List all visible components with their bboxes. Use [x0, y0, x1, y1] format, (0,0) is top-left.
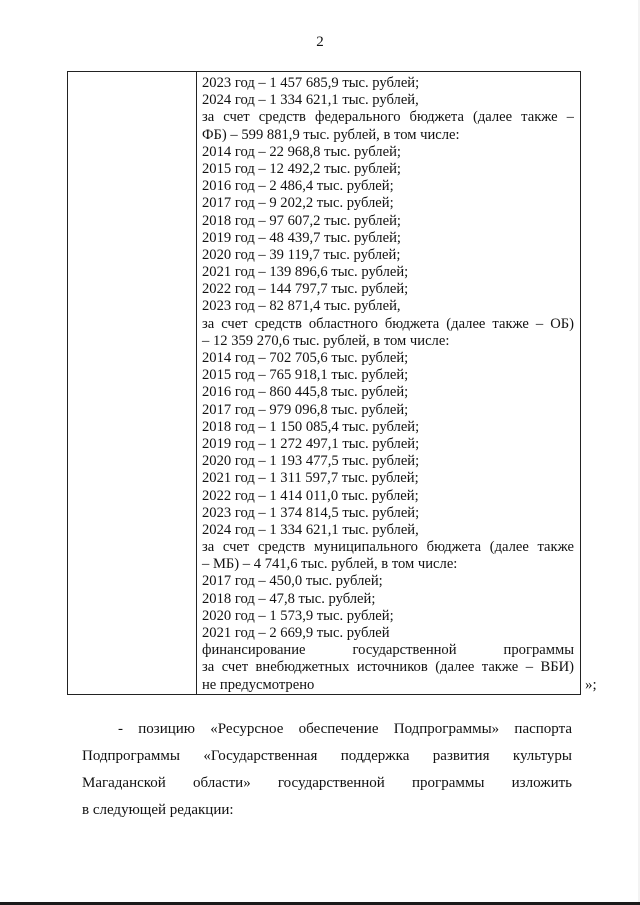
paragraph-line: - позицию «Ресурсное обеспечение Подпрограммы» паспорта [118, 721, 572, 737]
table-line: ФБ) – 599 881,9 тыс. рублей, в том числе: [202, 126, 460, 143]
table-line: 2023 год – 82 871,4 тыс. рублей, [202, 298, 401, 315]
closing-quote: »; [585, 677, 597, 693]
paragraph-line: в следующей редакции: [82, 802, 234, 818]
table-line: 2020 год – 1 573,9 тыс. рублей; [202, 607, 394, 624]
table-line: 2017 год – 979 096,8 тыс. рублей; [202, 401, 409, 418]
table-line: 2015 год – 12 492,2 тыс. рублей; [202, 160, 401, 177]
funding-cell [202, 75, 574, 694]
table-line: 2019 год – 48 439,7 тыс. рублей; [202, 229, 401, 246]
table-line: 2024 год – 1 334 621,1 тыс. рублей, [202, 521, 419, 538]
table-line: 2021 год – 1 311 597,7 тыс. рублей; [202, 470, 419, 487]
paragraph-line: Подпрограммы «Государственная поддержка развития культуры [82, 748, 572, 764]
table-line: за счет внебюджетных источников (далее также – ВБИ) [202, 659, 574, 676]
table-line: 2019 год – 1 272 497,1 тыс. рублей; [202, 435, 420, 452]
page-number: 2 [316, 34, 324, 50]
table-line: 2016 год – 860 445,8 тыс. рублей; [202, 384, 409, 401]
table-line: 2017 год – 9 202,2 тыс. рублей; [202, 195, 394, 212]
table-line: – 12 359 270,6 тыс. рублей, в том числе: [202, 332, 450, 349]
table-line: 2017 год – 450,0 тыс. рублей; [202, 573, 383, 590]
table-line: 2015 год – 765 918,1 тыс. рублей; [202, 367, 409, 384]
table-line: 2023 год – 1 374 814,5 тыс. рублей; [202, 504, 420, 521]
paragraph-line: Магаданской области» государственной программы изложить [82, 775, 572, 791]
table-line: 2018 год – 97 607,2 тыс. рублей; [202, 212, 401, 229]
instruction-paragraph [82, 716, 572, 824]
table-line: 2018 год – 1 150 085,4 тыс. рублей; [202, 418, 420, 435]
table-line: 2014 год – 702 705,6 тыс. рублей; [202, 350, 409, 366]
table-line: 2014 год – 22 968,8 тыс. рублей; [202, 143, 401, 160]
table-line: 2018 год – 47,8 тыс. рублей; [202, 590, 376, 607]
column-divider [196, 72, 197, 694]
resource-table [67, 71, 581, 695]
table-line: финансирование государственной программы [202, 642, 574, 659]
table-line: 2024 год – 1 334 621,1 тыс. рублей, [202, 92, 419, 109]
table-line: 2021 год – 139 896,6 тыс. рублей; [202, 264, 409, 281]
table-line: 2022 год – 1 414 011,0 тыс. рублей; [202, 487, 419, 504]
table-line: 2020 год – 1 193 477,5 тыс. рублей; [202, 453, 420, 470]
table-line: – МБ) – 4 741,6 тыс. рублей, в том числе: [202, 556, 458, 573]
table-line: 2021 год – 2 669,9 тыс. рублей [202, 625, 390, 641]
table-line: 2020 год – 39 119,7 тыс. рублей; [202, 246, 401, 263]
table-line: 2016 год – 2 486,4 тыс. рублей; [202, 178, 394, 195]
table-line: 2023 год – 1 457 685,9 тыс. рублей; [202, 75, 420, 91]
table-line: за счет средств областного бюджета (далее также – ОБ) [202, 315, 574, 332]
table-line: 2022 год – 144 797,7 тыс. рублей; [202, 281, 409, 298]
table-line: за счет средств федерального бюджета (далее также – [202, 109, 574, 126]
table-line: не предусмотрено [202, 676, 315, 693]
table-line: за счет средств муниципального бюджета (далее также [202, 539, 574, 556]
